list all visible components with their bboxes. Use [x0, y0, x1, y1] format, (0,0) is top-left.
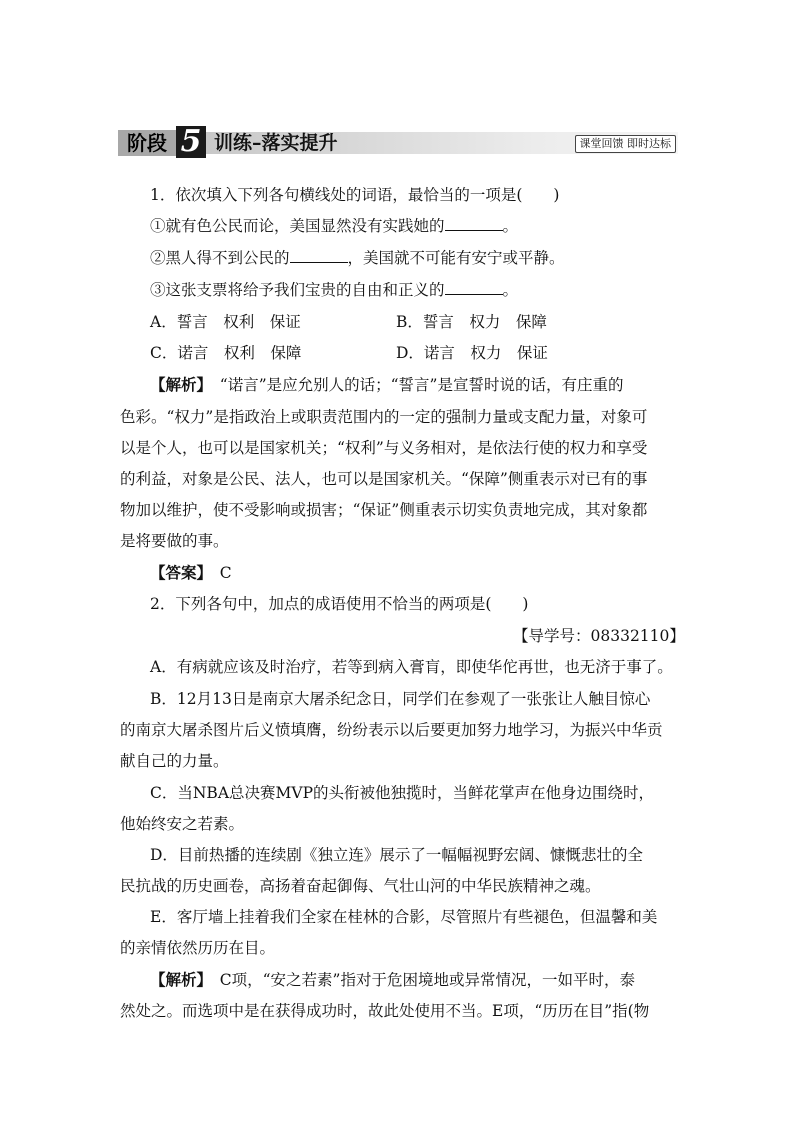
q2-line: 献自己的力量。 — [120, 752, 229, 770]
q1-answer-text: C — [204, 564, 232, 582]
q2-line: 他始终安之若素。 — [120, 815, 245, 833]
q1-s2-blank — [290, 248, 348, 263]
q2-line: B．12月13日是南京大屠杀纪念日，同学们在参观了一张张让人触目惊心 — [150, 690, 651, 708]
q2-stem: 2．下列各句中，加点的成语使用不恰当的两项是( ) — [150, 595, 529, 613]
q2-line: D．目前热播的连续剧《独立连》展示了一幅幅视野宏阔、慷慨悲壮的全 — [150, 846, 643, 864]
q2-line: 的南京大屠杀图片后义愤填膺，纷纷表示以后要更加努力地学习，为振兴中华贡 — [120, 721, 663, 739]
q1-s3-end: 。 — [502, 281, 519, 299]
q2-analysis-text: C项，“安之若素”指对于危困境地或异常情况，一如平时，泰 — [204, 971, 635, 989]
q1-option-d: D．诺言 权力 保证 — [396, 344, 548, 362]
q1-option-a: A．誓言 权利 保证 — [150, 313, 301, 331]
q1-analysis-line: 色彩。“权力”是指政治上或职责范围内的一定的强制力量或支配力量，对象可 — [120, 408, 648, 426]
q1-answer-tag: 【答案】 — [150, 563, 205, 582]
section-tag: 课堂回馈 即时达标 — [575, 135, 677, 153]
q1-s2-text: ②黑人得不到公民的 — [150, 249, 290, 267]
section-header — [118, 124, 678, 159]
q2-analysis-line — [150, 970, 635, 990]
q1-analysis-line: 是将要做的事。 — [120, 532, 229, 550]
q1-analysis-line: 的利益，对象是公民、法人，也可以是国家机关。“保障”侧重表示对已有的事 — [120, 470, 648, 488]
q1-option-c: C．诺言 权利 保障 — [150, 344, 302, 362]
q1-option-b: B．誓言 权力 保障 — [396, 313, 547, 331]
q2-line: C．当NBA总决赛MVP的头衔被他独揽时，当鲜花掌声在他身边围绕时， — [150, 784, 655, 802]
q2-guide-number: 【导学号：08332110】 — [513, 627, 685, 645]
q1-analysis-line: 物加以维护，使不受影响或损害；“保证”侧重表示切实负责地完成，其对象都 — [120, 501, 648, 519]
q1-analysis-line: 以是个人，也可以是国家机关；“权利”与义务相对，是依法行使的权力和享受 — [120, 439, 648, 457]
q1-s2-end: ，美国就不可能有安宁或平静。 — [347, 249, 565, 267]
q1-s3-text: ③这张支票将给予我们宝贵的自由和正义的 — [150, 281, 445, 299]
q1-s3-blank — [445, 280, 503, 295]
q1-analysis-tag: 【解析】 — [150, 375, 205, 394]
q1-sentence-2 — [150, 248, 565, 268]
q2-line: 的亲情依然历历在目。 — [120, 939, 276, 957]
q1-sentence-3 — [150, 280, 518, 300]
q2-line: A．有病就应该及时治疗，若等到病入膏肓，即使华佗再世，也无济于事了。 — [150, 658, 673, 676]
stage-number: 5 — [176, 126, 206, 158]
q1-sentence-1 — [150, 216, 518, 236]
q2-line: 民抗战的历史画卷，高扬着奋起御侮、气壮山河的中华民族精神之魂。 — [120, 877, 601, 895]
q2-line: E．客厅墙上挂着我们全家在桂林的合影，尽管照片有些褪色，但温馨和美 — [150, 908, 658, 926]
q1-s1-text: ①就有色公民而论，美国显然没有实践她的 — [150, 217, 445, 235]
q1-answer-line — [150, 563, 232, 583]
q2-analysis-line: 然处之。而选项中是在获得成功时，故此处使用不当。E项，“历历在目”指(物 — [120, 1002, 650, 1020]
q1-analysis-line — [150, 375, 623, 395]
stage-label: 阶段 — [118, 130, 176, 156]
q1-s1-blank — [445, 216, 503, 231]
q2-analysis-tag: 【解析】 — [150, 970, 205, 989]
q1-s1-end: 。 — [502, 217, 519, 235]
section-title: 训练–落实提升 — [214, 132, 338, 154]
q1-stem: 1．依次填入下列各句横线处的词语，最恰当的一项是( ) — [150, 186, 560, 204]
q1-analysis-text: “诺言”是应允别人的话；“誓言”是宣誓时说的话，有庄重的 — [204, 376, 624, 394]
